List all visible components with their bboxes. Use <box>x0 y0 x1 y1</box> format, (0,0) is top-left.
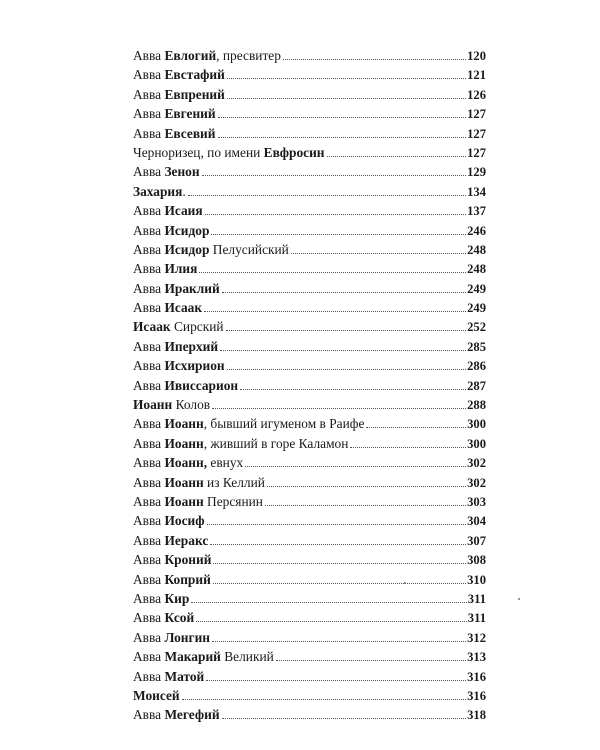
table-of-contents <box>133 46 486 725</box>
toc-row <box>133 162 486 181</box>
dot-leader <box>291 253 466 254</box>
page-number: 300 <box>467 436 486 451</box>
toc-row <box>133 414 486 433</box>
toc-row <box>133 434 486 453</box>
dot-leader <box>207 524 467 525</box>
entry-name: Иоанн, <box>164 455 208 471</box>
entry-prefix: Авва <box>133 629 162 645</box>
entry-name: Евлогий <box>164 48 217 63</box>
toc-row <box>133 608 486 627</box>
toc-entry <box>133 201 203 220</box>
dot-leader <box>218 117 467 118</box>
toc-row <box>133 317 486 336</box>
toc-entry <box>133 473 265 492</box>
page-number: 318 <box>467 708 486 723</box>
entry-suffix: . <box>182 183 186 199</box>
dot-leader <box>226 330 467 331</box>
entry-suffix: Колов <box>172 397 211 413</box>
entry-prefix: Авва <box>133 590 162 606</box>
dot-leader <box>227 98 466 99</box>
page-number: 246 <box>467 223 486 238</box>
page-number: 134 <box>467 184 486 199</box>
dot-leader <box>366 427 466 428</box>
toc-row <box>133 337 486 356</box>
entry-prefix: Авва <box>133 707 162 723</box>
entry-name: Исаия <box>164 203 203 219</box>
toc-row <box>133 104 486 123</box>
page-number: 288 <box>467 398 486 413</box>
page-number: 252 <box>467 320 486 335</box>
entry-name: Илия <box>164 261 198 277</box>
toc-entry <box>133 104 216 123</box>
entry-name: Евгений <box>164 106 216 122</box>
entry-name: Иосиф <box>164 513 205 529</box>
toc-entry <box>133 511 205 530</box>
toc-entry <box>133 414 364 433</box>
entry-prefix: Авва <box>133 532 162 548</box>
entry-name: Иеракс <box>164 532 209 548</box>
page-number: 310 <box>467 572 486 587</box>
dot-leader <box>276 660 466 661</box>
entry-prefix: Авва <box>133 493 162 509</box>
toc-row <box>133 85 486 104</box>
entry-name: Матой <box>164 668 205 684</box>
entry-name: Кир <box>164 590 190 606</box>
toc-row <box>133 143 486 162</box>
entry-suffix: Персянин <box>203 493 263 509</box>
entry-prefix: Авва <box>133 455 162 471</box>
entry-name: Иоанн <box>164 474 204 490</box>
toc-entry <box>133 221 209 240</box>
entry-name: Исхирион <box>164 358 225 374</box>
dot-leader <box>202 175 467 176</box>
entry-name: Евфросин <box>263 144 325 160</box>
toc-row <box>133 628 486 647</box>
page-number: 300 <box>467 417 486 432</box>
entry-suffix: из Келлий <box>203 474 265 490</box>
toc-row <box>133 279 486 298</box>
toc-row <box>133 570 486 589</box>
page-number: 313 <box>467 650 486 665</box>
entry-prefix: Авва <box>133 552 162 568</box>
page-number: 127 <box>467 126 486 141</box>
entry-prefix: Авва <box>133 106 162 122</box>
toc-entry <box>133 705 220 724</box>
scan-speck <box>518 598 520 600</box>
entry-suffix: Сирский <box>170 319 224 335</box>
toc-entry <box>133 182 186 201</box>
entry-prefix: Авва <box>133 48 162 63</box>
entry-suffix: евнух <box>207 455 244 471</box>
dot-leader <box>212 408 466 409</box>
entry-prefix: Авва <box>133 338 162 354</box>
toc-entry <box>133 162 200 181</box>
toc-entry <box>133 317 224 336</box>
entry-prefix: Авва <box>133 435 162 451</box>
dot-leader <box>199 272 466 273</box>
toc-row <box>133 473 486 492</box>
toc-row <box>133 395 486 414</box>
dot-leader <box>240 389 466 390</box>
entry-prefix: Авва <box>133 86 162 102</box>
dot-leader <box>283 59 466 60</box>
entry-name: Исаак <box>164 300 203 316</box>
entry-name: Ивиссарион <box>164 377 239 393</box>
entry-name: Зенон <box>164 164 200 180</box>
dot-leader <box>196 621 467 622</box>
dot-leader <box>204 311 466 312</box>
toc-entry <box>133 356 225 375</box>
entry-prefix: Авва <box>133 241 162 257</box>
entry-prefix: Авва <box>133 280 162 296</box>
toc-entry <box>133 647 274 666</box>
toc-entry <box>133 240 289 259</box>
toc-entry <box>133 608 194 627</box>
entry-name: Кроний <box>164 552 212 568</box>
toc-row <box>133 453 486 472</box>
toc-row <box>133 511 486 530</box>
page-number: 303 <box>467 494 486 509</box>
page-number: 307 <box>467 533 486 548</box>
page-number: 316 <box>467 669 486 684</box>
dot-leader <box>213 563 466 564</box>
page-number: 126 <box>467 87 486 102</box>
dot-leader <box>245 466 466 467</box>
dot-leader <box>222 718 467 719</box>
page-number: 129 <box>467 165 486 180</box>
entry-suffix: , живший в горе Каламон <box>203 435 349 451</box>
scan-speck <box>404 582 406 584</box>
toc-entry <box>133 395 210 414</box>
page-number: 127 <box>467 107 486 122</box>
entry-name: Иоанн <box>164 493 204 509</box>
toc-row <box>133 221 486 240</box>
entry-prefix: Авва <box>133 203 162 219</box>
dot-leader <box>213 583 466 584</box>
toc-entry <box>133 667 204 686</box>
toc-row <box>133 259 486 278</box>
toc-entry <box>133 492 263 511</box>
page-number: 248 <box>467 242 486 257</box>
toc-row <box>133 550 486 569</box>
toc-entry <box>133 46 281 65</box>
page-number: 121 <box>467 68 486 83</box>
entry-name: Моисей <box>133 687 180 703</box>
toc-row <box>133 182 486 201</box>
entry-name: Евсевий <box>164 125 216 141</box>
entry-name: Евстафий <box>164 67 225 83</box>
dot-leader <box>210 544 466 545</box>
entry-prefix: Авва <box>133 164 162 180</box>
page-number: 302 <box>467 475 486 490</box>
entry-prefix: Авва <box>133 668 162 684</box>
toc-entry <box>133 65 225 84</box>
toc-row <box>133 589 486 608</box>
toc-entry <box>133 279 220 298</box>
toc-entry <box>133 570 211 589</box>
entry-name: Мегефий <box>164 707 220 723</box>
toc-entry <box>133 628 210 647</box>
dot-leader <box>191 602 466 603</box>
toc-entry <box>133 434 348 453</box>
entry-prefix: Авва <box>133 513 162 529</box>
entry-name: Ираклий <box>164 280 220 296</box>
entry-name: Коприй <box>164 571 211 587</box>
page-number: 127 <box>467 145 486 160</box>
dot-leader <box>206 680 466 681</box>
entry-prefix: Авва <box>133 571 162 587</box>
entry-name: Макарий <box>164 649 221 665</box>
entry-suffix: Великий <box>220 649 274 665</box>
dot-leader <box>220 350 466 351</box>
toc-entry <box>133 376 238 395</box>
dot-leader <box>350 447 466 448</box>
dot-leader <box>218 137 467 138</box>
entry-prefix: Авва <box>133 377 162 393</box>
page-number: 302 <box>467 456 486 471</box>
toc-entry <box>133 143 325 162</box>
toc-entry <box>133 85 225 104</box>
dot-leader <box>265 505 466 506</box>
page-number: 137 <box>467 204 486 219</box>
toc-entry <box>133 453 243 472</box>
entry-name: Иоанн <box>164 416 204 432</box>
dot-leader <box>211 234 466 235</box>
entry-prefix: Авва <box>133 474 162 490</box>
entry-name: Иоанн <box>133 397 173 413</box>
page-number: 304 <box>467 514 486 529</box>
toc-row <box>133 65 486 84</box>
entry-prefix: Авва <box>133 125 162 141</box>
entry-name: Иоанн <box>164 435 204 451</box>
toc-row <box>133 686 486 705</box>
toc-row <box>133 240 486 259</box>
entry-name: Евпрений <box>164 86 225 102</box>
page-number: 248 <box>467 262 486 277</box>
page-number: 285 <box>467 339 486 354</box>
dot-leader <box>267 486 466 487</box>
page-number: 287 <box>467 378 486 393</box>
entry-name: Захария <box>133 183 183 199</box>
toc-entry <box>133 124 216 143</box>
entry-prefix: Авва <box>133 610 162 626</box>
dot-leader <box>227 369 466 370</box>
toc-entry <box>133 686 180 705</box>
toc-row <box>133 492 486 511</box>
toc-row <box>133 705 486 724</box>
toc-row <box>133 201 486 220</box>
toc-row <box>133 647 486 666</box>
entry-name: Ксой <box>164 610 195 626</box>
entry-name: Исаак <box>133 319 171 335</box>
entry-prefix: Авва <box>133 358 162 374</box>
entry-prefix: Авва <box>133 300 162 316</box>
toc-entry <box>133 531 208 550</box>
toc-entry <box>133 550 211 569</box>
toc-row <box>133 531 486 550</box>
page-number: 312 <box>467 630 486 645</box>
entry-prefix: Авва <box>133 416 162 432</box>
entry-suffix: , бывший игуменом в Раифе <box>203 416 365 432</box>
entry-prefix: Авва <box>133 649 162 665</box>
entry-name: Лонгин <box>164 629 211 645</box>
page-number: 249 <box>467 281 486 296</box>
toc-row <box>133 356 486 375</box>
dot-leader <box>188 195 466 196</box>
entry-suffix: Пелусийский <box>209 241 289 257</box>
dot-leader <box>182 699 466 700</box>
toc-entry <box>133 298 202 317</box>
page-number: 308 <box>467 553 486 568</box>
page-number: 286 <box>467 359 486 374</box>
page-number: 120 <box>467 49 486 63</box>
toc-row <box>133 298 486 317</box>
dot-leader <box>222 292 466 293</box>
entry-prefix: Авва <box>133 222 162 238</box>
entry-name: Исидор <box>164 222 210 238</box>
page-number: 311 <box>467 591 486 606</box>
toc-entry <box>133 337 218 356</box>
toc-row <box>133 667 486 686</box>
dot-leader <box>227 78 466 79</box>
entry-prefix: Авва <box>133 67 162 83</box>
toc-row <box>133 46 486 65</box>
page-number: 316 <box>467 688 486 703</box>
page-number: 249 <box>467 301 486 316</box>
entry-name: Иперхий <box>164 338 219 354</box>
entry-suffix: , пресвитер <box>216 48 281 63</box>
toc-entry <box>133 589 189 608</box>
entry-name: Исидор <box>164 241 210 257</box>
entry-prefix: Авва <box>133 261 162 277</box>
dot-leader <box>205 214 466 215</box>
dot-leader <box>212 641 466 642</box>
page-number: 311 <box>467 611 486 626</box>
toc-row <box>133 124 486 143</box>
toc-row <box>133 376 486 395</box>
entry-prefix: Черноризец, по имени <box>133 144 261 160</box>
toc-entry <box>133 259 197 278</box>
dot-leader <box>327 156 467 157</box>
